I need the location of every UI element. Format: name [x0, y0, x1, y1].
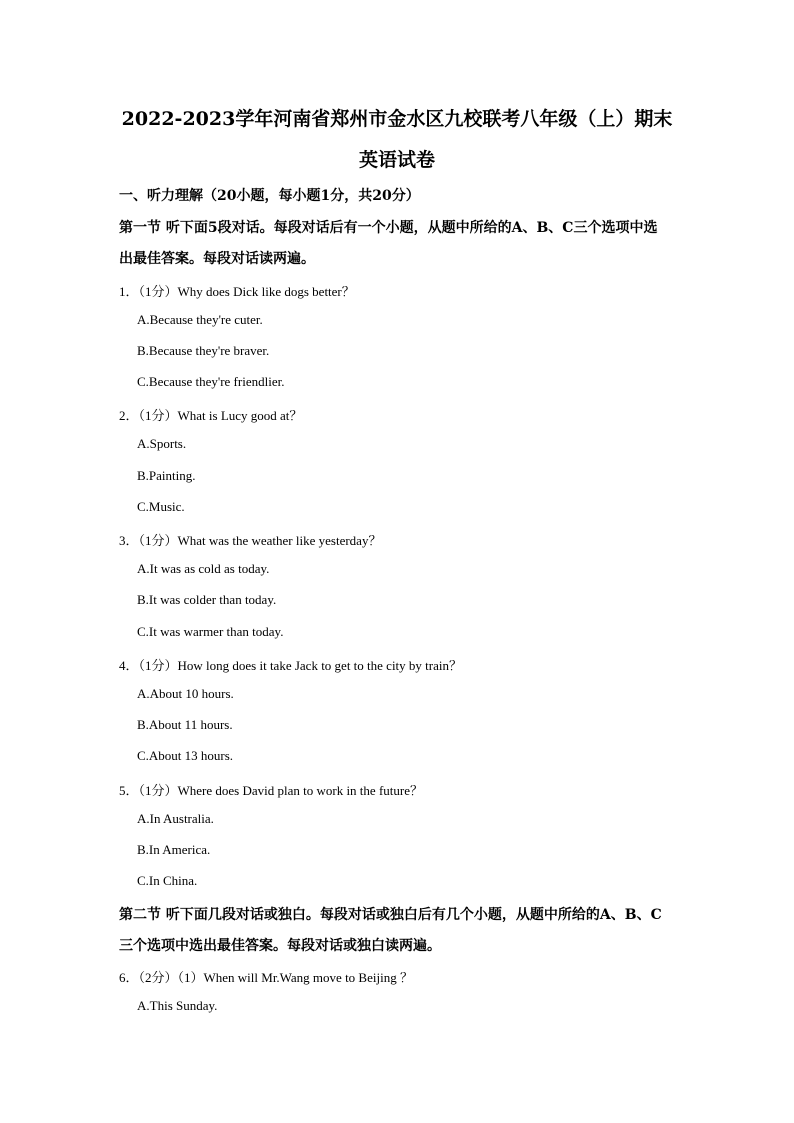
question-3-stem: 3．（1分）What was the weather like yesterday？: [119, 533, 382, 548]
part1-instruction-line-1: 第一节 听下面5段对话。每段对话后有一个小题，从题中所给的A、B、C三个选项中选: [119, 220, 658, 236]
question-2-option-c: C.Music.: [137, 499, 185, 514]
question-2-option-b: B.Painting.: [137, 468, 196, 483]
question-1-option-b: B.Because they're braver.: [137, 343, 270, 358]
question-6-option-a: A.This Sunday.: [137, 998, 218, 1013]
question-3-option-b: B.It was colder than today.: [137, 592, 277, 607]
question-5-option-a: A.In Australia.: [137, 811, 214, 826]
question-5-stem: 5．（1分）Where does David plan to work in the future？: [119, 783, 423, 798]
part2-instruction-line-1: 第二节 听下面几段对话或独白。每段对话或独白后有几个小题，从题中所给的A、B、C: [119, 907, 662, 923]
question-2-option-a: A.Sports.: [137, 436, 187, 451]
question-1-stem: 1．（1分）Why does Dick like dogs better？: [119, 284, 355, 299]
question-5-option-b: B.In America.: [137, 842, 211, 857]
question-2-stem: 2．（1分）What is Lucy good at？: [119, 408, 303, 423]
section-header-listening: 一、听力理解（20小题，每小题1分，共20分）: [119, 188, 420, 204]
part1-instruction-line-2: 出最佳答案。每段对话读两遍。: [119, 251, 315, 267]
exam-title-line-1: 2022-2023学年河南省郑州市金水区九校联考八年级（上）期末: [121, 108, 673, 130]
question-4-stem: 4．（1分）How long does it take Jack to get to the city by train？: [119, 658, 462, 673]
question-6-stem: 6．（2分）（1）When will Mr.Wang move to Beijing ？: [119, 970, 413, 985]
question-3-option-c: C.It was warmer than today.: [137, 624, 284, 639]
part2-instruction-line-2: 三个选项中选出最佳答案。每段对话或独白读两遍。: [119, 938, 441, 954]
question-1-option-a: A.Because they're cuter.: [137, 312, 263, 327]
question-4-option-c: C.About 13 hours.: [137, 748, 234, 763]
question-3-option-a: A.It was as cold as today.: [137, 561, 270, 576]
exam-title-line-2: 英语试卷: [358, 149, 435, 171]
question-5-option-c: C.In China.: [137, 873, 198, 888]
question-4-option-b: B.About 11 hours.: [137, 717, 233, 732]
question-1-option-c: C.Because they're friendlier.: [137, 374, 285, 389]
question-4-option-a: A.About 10 hours.: [137, 686, 234, 701]
